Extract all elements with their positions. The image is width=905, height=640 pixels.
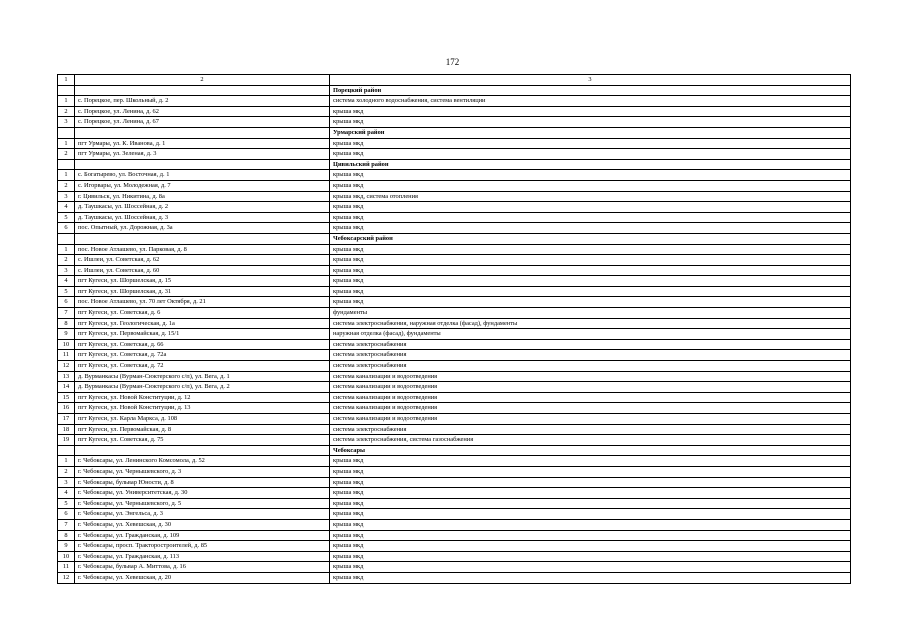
work-type-cell: крыша мкд <box>330 138 851 149</box>
address-cell: г. Чебоксары, ул. Хевешская, д. 20 <box>75 572 330 583</box>
row-number: 2 <box>58 255 75 266</box>
work-type-cell: крыша мкд <box>330 223 851 234</box>
address-cell: д. Вурманкасы (Вурман-Сюктерского с/п), ул. Вега, д. 1 <box>75 371 330 382</box>
row-number: 13 <box>58 371 75 382</box>
table-row <box>58 339 851 350</box>
work-type-cell: система холодного водоснабжения, система вентиляции <box>330 96 851 107</box>
row-number: 17 <box>58 414 75 425</box>
table-body <box>58 75 851 584</box>
row-number: 3 <box>58 265 75 276</box>
section-title: Порецкий район <box>330 85 851 96</box>
address-cell: пос. Опытный, ул. Дорожная, д. 3а <box>75 223 330 234</box>
work-type-cell: крыша мкд <box>330 519 851 530</box>
address-cell: пос. Новое Атлашево, ул. 70 лет Октября, д. 21 <box>75 297 330 308</box>
row-number: 1 <box>58 170 75 181</box>
table-row <box>58 456 851 467</box>
address-cell: г. Чебоксары, просп. Тракторостроителей, д. 85 <box>75 541 330 552</box>
address-cell: г. Цивильск, ул. Никитина, д. 8а <box>75 191 330 202</box>
address-cell: с. Игорвары, ул. Молодежная, д. 7 <box>75 180 330 191</box>
row-number: 11 <box>58 562 75 573</box>
section-title: Урмарский район <box>330 127 851 138</box>
work-type-cell: система электроснабжения, наружная отделка (фасад), фундаменты <box>330 318 851 329</box>
header-cell-2: 2 <box>75 75 330 86</box>
row-number: 3 <box>58 191 75 202</box>
row-number: 7 <box>58 519 75 530</box>
table-row <box>58 403 851 414</box>
table-row <box>58 509 851 520</box>
address-cell: пгт Кугеси, ул. Первомайская, д. 8 <box>75 424 330 435</box>
work-type-cell: крыша мкд <box>330 297 851 308</box>
row-number: 1 <box>58 96 75 107</box>
row-number: 5 <box>58 498 75 509</box>
row-number: 3 <box>58 117 75 128</box>
table-row <box>58 498 851 509</box>
table-row <box>58 519 851 530</box>
address-cell: пгт Кугеси, ул. Советская, д. 66 <box>75 339 330 350</box>
table-row <box>58 530 851 541</box>
address-cell: с. Ишлеи, ул. Советская, д. 62 <box>75 255 330 266</box>
address-cell: г. Чебоксары, ул. Энгельса, д. 3 <box>75 509 330 520</box>
row-number: 4 <box>58 276 75 287</box>
section-empty-cell <box>75 445 330 456</box>
work-type-cell: система электроснабжения <box>330 361 851 372</box>
address-cell: д. Таушкасы, ул. Шоссейная, д. 3 <box>75 212 330 223</box>
row-number: 2 <box>58 149 75 160</box>
work-type-cell: крыша мкд <box>330 572 851 583</box>
row-number: 4 <box>58 488 75 499</box>
section-empty-cell <box>75 85 330 96</box>
row-number: 10 <box>58 551 75 562</box>
row-number: 11 <box>58 350 75 361</box>
section-empty-cell <box>75 127 330 138</box>
table-row <box>58 265 851 276</box>
table-row <box>58 96 851 107</box>
work-type-cell: крыша мкд <box>330 212 851 223</box>
table-row <box>58 424 851 435</box>
table-row <box>58 212 851 223</box>
section-row <box>58 85 851 96</box>
table-row <box>58 223 851 234</box>
section-row <box>58 127 851 138</box>
work-type-cell: система электроснабжения <box>330 424 851 435</box>
table-row <box>58 244 851 255</box>
row-number: 2 <box>58 180 75 191</box>
row-number: 3 <box>58 477 75 488</box>
address-cell: пгт Кугеси, ул. Советская, д. 6 <box>75 308 330 319</box>
table-row <box>58 572 851 583</box>
table-row <box>58 106 851 117</box>
section-title: Цивильский район <box>330 159 851 170</box>
work-type-cell: крыша мкд <box>330 498 851 509</box>
table-row <box>58 488 851 499</box>
row-number: 2 <box>58 466 75 477</box>
section-empty-cell <box>58 127 75 138</box>
section-row <box>58 233 851 244</box>
work-type-cell: крыша мкд <box>330 551 851 562</box>
work-type-cell: крыша мкд <box>330 276 851 287</box>
address-cell: с. Порецкое, ул. Ленина, д. 67 <box>75 117 330 128</box>
table-row <box>58 308 851 319</box>
work-type-cell: система электроснабжения <box>330 350 851 361</box>
address-cell: пгт Кугеси, ул. Советская, д. 72 <box>75 361 330 372</box>
work-type-cell: крыша мкд <box>330 106 851 117</box>
table-row <box>58 276 851 287</box>
work-type-cell: крыша мкд <box>330 477 851 488</box>
address-cell: с. Порецкое, пер. Школьный, д. 2 <box>75 96 330 107</box>
address-cell: г. Чебоксары, бульвар Юности, д. 8 <box>75 477 330 488</box>
row-number: 15 <box>58 392 75 403</box>
address-cell: г. Чебоксары, ул. Гражданская, д. 109 <box>75 530 330 541</box>
address-cell: пгт Урмары, ул. Зеленая, д. 3 <box>75 149 330 160</box>
table-row <box>58 551 851 562</box>
table-row <box>58 138 851 149</box>
work-type-cell: система канализации и водоотведения <box>330 414 851 425</box>
table-row <box>58 350 851 361</box>
table-row <box>58 414 851 425</box>
works-table <box>57 74 851 584</box>
work-type-cell: крыша мкд <box>330 170 851 181</box>
work-type-cell: наружная отделка (фасад), фундаменты <box>330 329 851 340</box>
table-row <box>58 371 851 382</box>
table-row <box>58 191 851 202</box>
table-row <box>58 255 851 266</box>
address-cell: пгт Урмары, ул. К. Иванова, д. 1 <box>75 138 330 149</box>
row-number: 16 <box>58 403 75 414</box>
address-cell: пгт Кугеси, ул. Советская, д. 72а <box>75 350 330 361</box>
work-type-cell: крыша мкд <box>330 562 851 573</box>
work-type-cell: крыша мкд <box>330 180 851 191</box>
work-type-cell: система электроснабжения <box>330 339 851 350</box>
table-row <box>58 361 851 372</box>
table-row <box>58 297 851 308</box>
row-number: 2 <box>58 106 75 117</box>
work-type-cell: фундаменты <box>330 308 851 319</box>
section-empty-cell <box>58 233 75 244</box>
section-empty-cell <box>58 445 75 456</box>
address-cell: д. Таушкасы, ул. Шоссейная, д. 2 <box>75 202 330 213</box>
work-type-cell: крыша мкд <box>330 265 851 276</box>
row-number: 19 <box>58 435 75 446</box>
table-row <box>58 435 851 446</box>
header-row <box>58 75 851 86</box>
row-number: 9 <box>58 329 75 340</box>
row-number: 7 <box>58 308 75 319</box>
work-type-cell: крыша мкд, система отопления <box>330 191 851 202</box>
work-type-cell: крыша мкд <box>330 286 851 297</box>
page-number: 172 <box>445 57 460 67</box>
work-type-cell: крыша мкд <box>330 117 851 128</box>
row-number: 8 <box>58 318 75 329</box>
address-cell: с. Богатырево, ул. Восточная, д. 1 <box>75 170 330 181</box>
table-row <box>58 562 851 573</box>
work-type-cell: крыша мкд <box>330 149 851 160</box>
row-number: 18 <box>58 424 75 435</box>
address-cell: пгт Кугеси, ул. Карла Маркса, д. 108 <box>75 414 330 425</box>
address-cell: пгт Кугеси, ул. Новой Конституции, д. 13 <box>75 403 330 414</box>
work-type-cell: система канализации и водоотведения <box>330 403 851 414</box>
section-empty-cell <box>58 85 75 96</box>
table-row <box>58 149 851 160</box>
address-cell: д. Вурманкасы (Вурман-Сюктерского с/п), ул. Вега, д. 2 <box>75 382 330 393</box>
address-cell: пгт Кугеси, ул. Новой Конституции, д. 12 <box>75 392 330 403</box>
section-title: Чебоксарский район <box>330 233 851 244</box>
work-type-cell: крыша мкд <box>330 244 851 255</box>
row-number: 6 <box>58 509 75 520</box>
section-empty-cell <box>58 159 75 170</box>
address-cell: с. Ишлеи, ул. Советская, д. 60 <box>75 265 330 276</box>
address-cell: г. Чебоксары, ул. Чернышевского, д. 3 <box>75 466 330 477</box>
row-number: 12 <box>58 572 75 583</box>
row-number: 12 <box>58 361 75 372</box>
work-type-cell: крыша мкд <box>330 456 851 467</box>
section-row <box>58 445 851 456</box>
row-number: 10 <box>58 339 75 350</box>
table-row <box>58 329 851 340</box>
table-row <box>58 180 851 191</box>
work-type-cell: крыша мкд <box>330 488 851 499</box>
work-type-cell: система канализации и водоотведения <box>330 382 851 393</box>
row-number: 6 <box>58 297 75 308</box>
table-row <box>58 382 851 393</box>
work-type-cell: крыша мкд <box>330 509 851 520</box>
section-empty-cell <box>75 159 330 170</box>
table-row <box>58 466 851 477</box>
address-cell: пгт Кугеси, ул. Шоршелская, д. 15 <box>75 276 330 287</box>
section-empty-cell <box>75 233 330 244</box>
work-type-cell: система канализации и водоотведения <box>330 371 851 382</box>
row-number: 1 <box>58 244 75 255</box>
address-cell: пгт Кугеси, ул. Советская, д. 75 <box>75 435 330 446</box>
row-number: 8 <box>58 530 75 541</box>
work-type-cell: система электроснабжения, система газоснабжения <box>330 435 851 446</box>
address-cell: г. Чебоксары, ул. Хевешская, д. 30 <box>75 519 330 530</box>
table-row <box>58 202 851 213</box>
row-number: 6 <box>58 223 75 234</box>
address-cell: пгт Кугеси, ул. Геологическая, д. 1а <box>75 318 330 329</box>
work-type-cell: крыша мкд <box>330 202 851 213</box>
work-type-cell: крыша мкд <box>330 255 851 266</box>
address-cell: пгт Кугеси, ул. Шоршелская, д. 31 <box>75 286 330 297</box>
address-cell: пгт Кугеси, ул. Первомайская, д. 15/1 <box>75 329 330 340</box>
table-row <box>58 541 851 552</box>
table-row <box>58 477 851 488</box>
address-cell: пос. Новое Атлашево, ул. Парковая, д. 8 <box>75 244 330 255</box>
address-cell: г. Чебоксары, ул. Гражданская, д. 113 <box>75 551 330 562</box>
row-number: 1 <box>58 456 75 467</box>
work-type-cell: крыша мкд <box>330 530 851 541</box>
row-number: 14 <box>58 382 75 393</box>
address-cell: г. Чебоксары, ул. Университетская, д. 30 <box>75 488 330 499</box>
section-row <box>58 159 851 170</box>
row-number: 4 <box>58 202 75 213</box>
table-row <box>58 170 851 181</box>
header-cell-1: 1 <box>58 75 75 86</box>
address-cell: г. Чебоксары, ул. Ленинского Комсомола, д. 52 <box>75 456 330 467</box>
work-type-cell: крыша мкд <box>330 541 851 552</box>
table-row <box>58 392 851 403</box>
table-row <box>58 117 851 128</box>
section-title: Чебоксары <box>330 445 851 456</box>
table-row <box>58 318 851 329</box>
row-number: 1 <box>58 138 75 149</box>
row-number: 9 <box>58 541 75 552</box>
table-row <box>58 286 851 297</box>
row-number: 5 <box>58 286 75 297</box>
header-cell-3: 3 <box>330 75 851 86</box>
address-cell: с. Порецкое, ул. Ленина, д. 62 <box>75 106 330 117</box>
work-type-cell: крыша мкд <box>330 466 851 477</box>
address-cell: г. Чебоксары, бульвар А. Миттова, д. 16 <box>75 562 330 573</box>
row-number: 5 <box>58 212 75 223</box>
address-cell: г. Чебоксары, ул. Чернышевского, д. 5 <box>75 498 330 509</box>
work-type-cell: система канализации и водоотведения <box>330 392 851 403</box>
